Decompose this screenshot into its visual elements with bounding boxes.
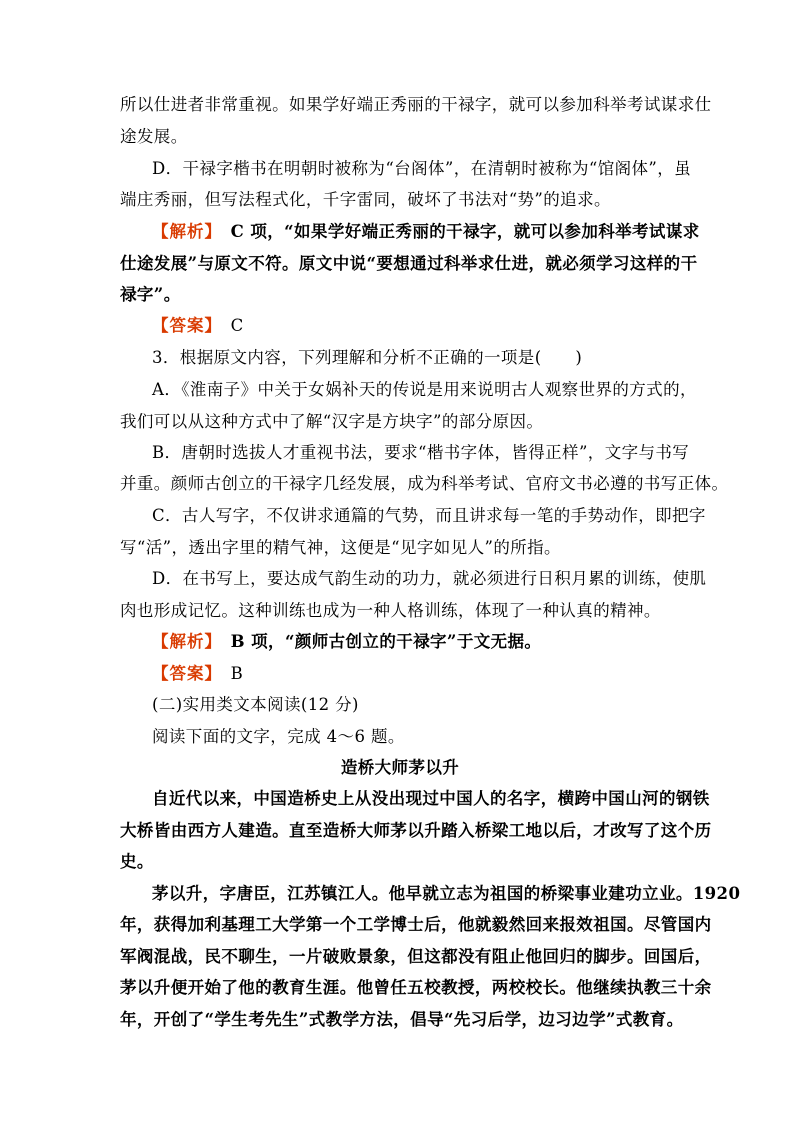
instruction-line: 阅读下面的文字，完成 4～6 题。: [152, 727, 405, 746]
answer-label: 【答案】: [152, 316, 214, 335]
text-line: 禄字”。: [120, 285, 181, 304]
article-paragraph-line: 年，开创了“学生考先生”式教学方法，倡导“先习后学，边习边学”式教育。: [120, 1010, 684, 1029]
answer-text: B: [213, 664, 244, 683]
article-paragraph-line: 自近代以来，中国造桥史上从没出现过中国人的名字，横跨中国山河的钢铁: [152, 789, 710, 808]
text-line: 写“活”，透出字里的精气神，这便是“见字如见人”的所指。: [120, 538, 561, 557]
text-line: 并重。颜师古创立的干禄字几经发展，成为科举考试、官府文书必遵的书写正体。: [120, 474, 729, 493]
analysis-label: 【解析】: [152, 632, 214, 651]
text-line: 我们可以从这种方式中了解“汉字是方块字”的部分原因。: [120, 412, 544, 431]
answer-line: [152, 315, 680, 337]
analysis-label: 【解析】: [152, 222, 214, 241]
analysis-line: [152, 221, 700, 243]
text-line: 仕途发展”与原文不符。原文中说“要想通过科举求仕进，就必须学习这样的干: [120, 254, 698, 273]
article-paragraph-line: 茅以升，字唐臣，江苏镇江人。他早就立志为祖国的桥梁事业建功立业。1920: [152, 884, 741, 903]
option-c-line: C．古人写字，不仅讲求通篇的气势，而且讲求每一笔的手势动作，即把字: [152, 506, 706, 525]
text-line: 端庄秀丽，但写法程式化，千字雷同，破坏了书法对“势”的追求。: [120, 190, 611, 209]
option-b-line: B．唐朝时选拔人才重视书法，要求“楷书字体，皆得正样”，文字与书写: [152, 443, 690, 462]
article-paragraph-line: 年，获得加利基理工大学第一个工学博士后，他就毅然回来报效祖国。尽管国内: [120, 915, 712, 934]
answer-line: [152, 663, 680, 685]
section-heading: (二)实用类文本阅读(12 分): [152, 695, 359, 714]
article-paragraph-line: 军阀混战，民不聊生，一片破败景象，但这都没有阻止他回归的脚步。回国后，: [120, 947, 712, 966]
article-paragraph-line: 大桥皆由西方人建造。直至造桥大师茅以升踏入桥梁工地以后，才改写了这个历: [120, 821, 712, 840]
answer-text: C: [213, 316, 244, 335]
option-a-line: A．《淮南子》中关于女娲补天的传说是用来说明古人观察世界的方式的，: [152, 380, 697, 399]
analysis-text: B 项，“颜师古创立的干禄字”于文无据。: [213, 632, 542, 651]
article-paragraph-line: 史。: [120, 852, 154, 871]
article-title: 造桥大师茅以升: [340, 758, 460, 777]
text-line: 肉也形成记忆。这种训练也成为一种人格训练，体现了一种认真的精神。: [120, 601, 661, 620]
option-d-line: D．干禄字楷书在明朝时被称为“台阁体”，在清朝时被称为“馆阁体”，虽: [152, 159, 692, 178]
question-3-text: 3．根据原文内容，下列理解和分析不正确的一项是( ): [152, 348, 583, 367]
option-d-line: D．在书写上，要达成气韵生动的功力，就必须进行日积月累的训练，使肌: [152, 569, 707, 588]
text-line: 所以仕进者非常重视。如果学好端正秀丽的干禄字，就可以参加科举考试谋求仕: [120, 95, 712, 114]
article-paragraph-line: 茅以升便开始了他的教育生涯。他曾任五校教授，两校校长。他继续执教三十余: [120, 978, 712, 997]
analysis-line: [152, 631, 680, 653]
text-line: 途发展。: [120, 127, 188, 146]
answer-label: 【答案】: [152, 664, 214, 683]
question-3: [152, 347, 680, 369]
analysis-text: C 项，“如果学好端正秀丽的干禄字，就可以参加科举考试谋求: [213, 222, 700, 241]
